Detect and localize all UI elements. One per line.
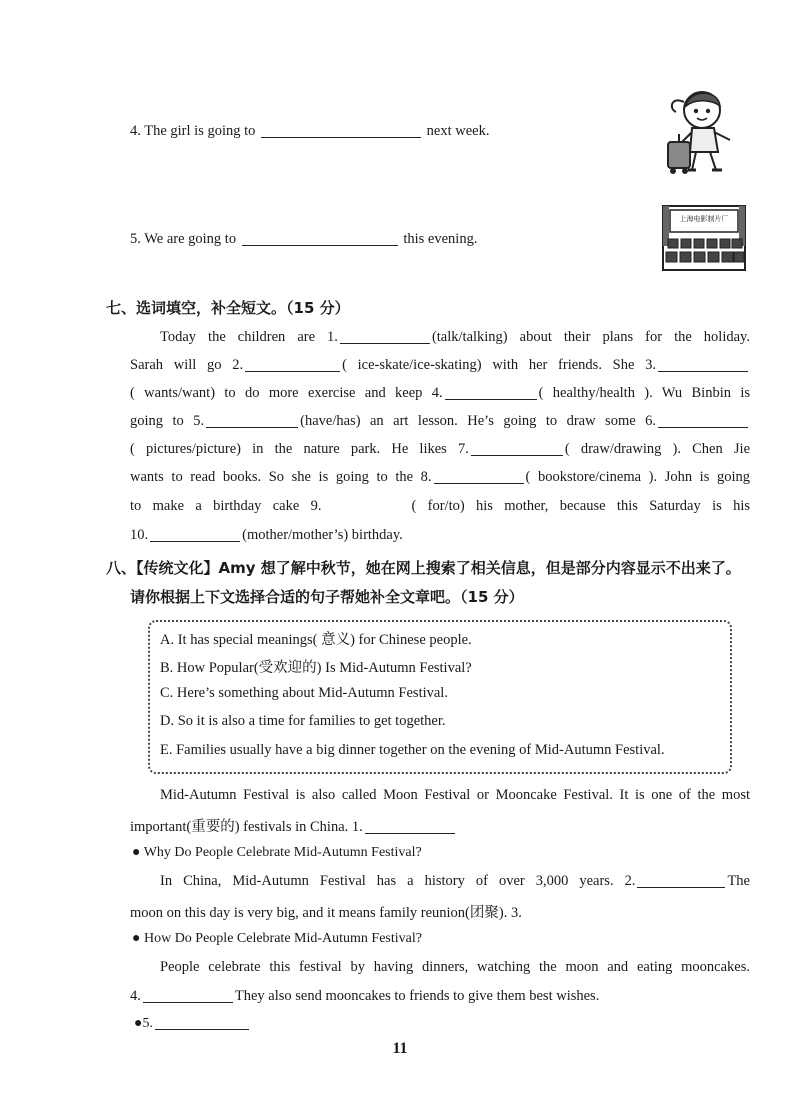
- s7-blank-6[interactable]: [658, 426, 748, 428]
- p2-line-1: In China, Mid-Autumn Festival has a history of over 3,000 years. 2. The: [160, 873, 750, 889]
- q5-text-after: this evening.: [403, 231, 478, 247]
- option-e: E. Families usually have a big dinner together on the evening of Mid-Autumn Festival.: [160, 742, 665, 758]
- s7-line-2: Sarah will go 2. ( ice-skate/ice-skating) with her friends. She 3.: [130, 357, 750, 374]
- section-8-heading-line2: 请你根据上下文选择合适的句子帮她补全文章吧。（15 分）: [130, 588, 524, 606]
- q5-text-before: 5. We are going to: [130, 231, 237, 247]
- girl-suitcase-image: [662, 82, 746, 178]
- s7-line-3: ( wants/want) to do more exercise and keep 4. ( healthy/health ). Wu Binbin is: [130, 385, 750, 401]
- s7-line-6: wants to read books. So she is going to the 8. ( bookstore/cinema ). John is going: [130, 469, 750, 485]
- q4-text-before: 4. The girl is going to: [130, 123, 256, 139]
- s7-line-8: 10. (mother/mother’s) birthday.: [130, 527, 403, 543]
- p1-line-2: important(重要的) festivals in China. 1.: [130, 815, 457, 836]
- s7-blank-8[interactable]: [434, 482, 524, 484]
- question-5: [130, 231, 477, 248]
- section-8-heading: 八、【传统文化】Amy 想了解中秋节，她在网上搜索了相关信息，但是部分内容显示不出来了。: [106, 559, 741, 577]
- s7-blank-10[interactable]: [150, 540, 240, 542]
- bullet-why: ● Why Do People Celebrate Mid-Autumn Festival?: [132, 845, 422, 860]
- option-b: B. How Popular(受欢迎的) Is Mid-Autumn Festival?: [160, 660, 472, 676]
- s7-line-7: to make a birthday cake 9. ( for/to) his mother, because this Saturday is his: [130, 498, 750, 514]
- cinema-sign-text: 上海电影制片厂: [679, 215, 729, 223]
- p-blank-2[interactable]: [637, 886, 725, 888]
- q4-text-after: next week.: [426, 123, 490, 139]
- s7-blank-7[interactable]: [471, 454, 563, 456]
- question-4: [130, 123, 489, 140]
- cinema-image: [662, 205, 746, 271]
- p-blank-1[interactable]: [365, 832, 455, 834]
- s7-blank-5[interactable]: [206, 426, 298, 428]
- culture-tag: 【传统文化】: [136, 559, 219, 577]
- s7-line-1: Today the children are 1. (talk/talking) about their plans for the holiday.: [160, 329, 750, 345]
- q4-blank[interactable]: [261, 136, 421, 138]
- p1-line-1: Mid-Autumn Festival is also called Moon Festival or Mooncake Festival. It is one of the most: [160, 787, 750, 803]
- p3-line-1: People celebrate this festival by having dinners, watching the moon and eating mooncakes.: [160, 959, 750, 975]
- bullet-5: ●5.: [134, 1016, 251, 1032]
- option-a: A. It has special meanings( 意义) for Chinese people.: [160, 632, 472, 648]
- option-c: C. Here’s something about Mid-Autumn Festival.: [160, 685, 448, 701]
- section-7-heading: 七、选词填空，补全短文。（15 分）: [106, 299, 350, 317]
- bullet-how: ● How Do People Celebrate Mid-Autumn Festival?: [132, 931, 422, 946]
- s7-blank-2[interactable]: [245, 370, 340, 372]
- s7-blank-4[interactable]: [445, 398, 537, 400]
- p-blank-4[interactable]: [143, 1001, 233, 1003]
- p-blank-5[interactable]: [155, 1028, 249, 1030]
- q5-blank[interactable]: [242, 244, 398, 246]
- s7-blank-3[interactable]: [658, 370, 748, 372]
- s7-line-4: going to 5. (have/has) an art lesson. He’s going to draw some 6.: [130, 413, 750, 430]
- page-number: 11: [392, 1040, 408, 1057]
- s7-blank-1[interactable]: [340, 342, 430, 344]
- s7-line-5: ( pictures/picture) in the nature park. He likes 7. ( draw/drawing ). Chen Jie: [130, 441, 750, 457]
- p2-line-2: moon on this day is very big, and it means family reunion(团聚). 3.: [130, 905, 522, 921]
- p3-line-2: 4. They also send mooncakes to friends to give them best wishes.: [130, 988, 600, 1004]
- option-d: D. So it is also a time for families to get together.: [160, 713, 446, 729]
